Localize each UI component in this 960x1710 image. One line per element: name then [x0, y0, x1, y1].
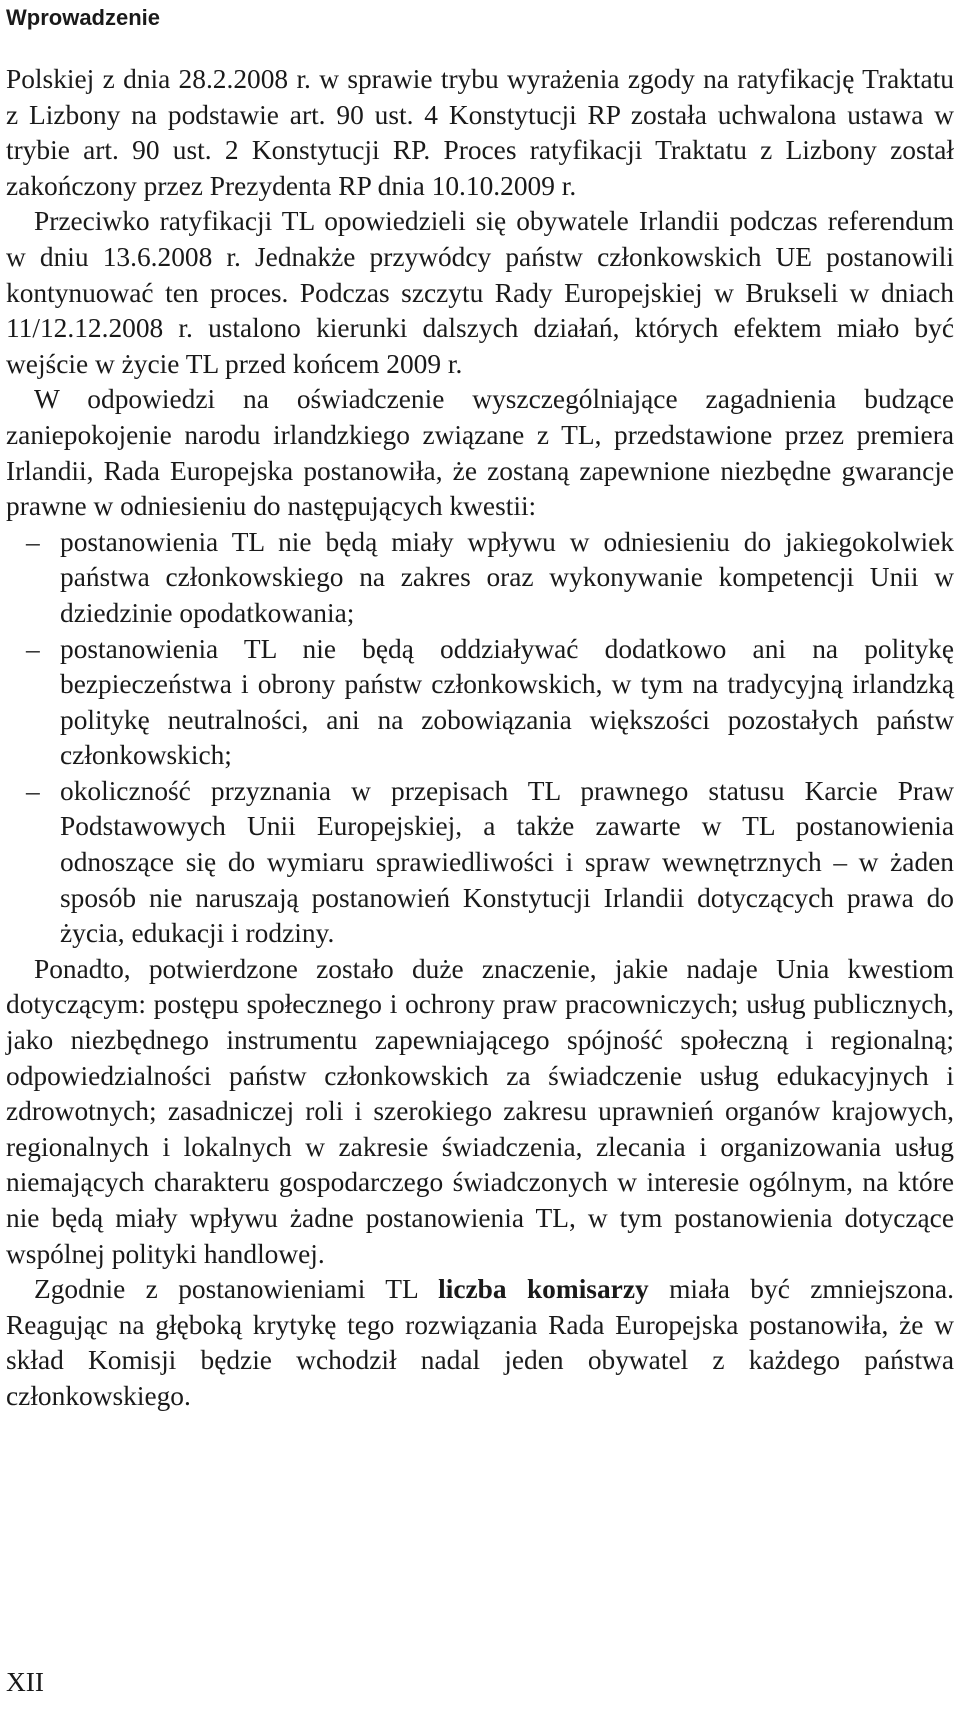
- list-item-text: postanowienia TL nie będą miały wpływu w odniesieniu do jakiegokolwiek państwa członkowskiego na zakres oraz wykonywanie kompetencji Unii w dziedzinie opodatkowania;: [60, 526, 954, 628]
- page: [6, 0, 954, 1415]
- list-item-text: postanowienia TL nie będą oddziaływać dodatkowo ani na politykę bezpieczeństwa i obrony państw członkowskich, w tym na tradycyjną irlandzką politykę neutralności, ani na zobowiązania większości pozostałych państw członkowskich;: [60, 633, 954, 771]
- paragraph-guarantees-intro: W odpowiedzi na oświadczenie wyszczególniające zagadnienia budzące zaniepokojenie narodu irlandzkiego związane z TL, przedstawione przez premiera Irlandii, Rada Europejska postanowiła, że zostaną zapewnione niezbędne gwarancje prawne w odniesieniu do następujących kwestii:: [6, 384, 954, 522]
- page-number: XII: [6, 1667, 45, 1697]
- list-item: [6, 525, 954, 632]
- paragraph-ratification: Polskiej z dnia 28.2.2008 r. w sprawie trybu wyrażenia zgody na ratyfikację Traktatu z Lizbony na podstawie art. 90 ust. 4 Konstytucji RP została uchwalona ustawa w trybie art. 90 ust. 2 Konstytucji RP. Proces ratyfikacji Traktatu z Lizbony został zakończony przez Prezydenta RP dnia 10.10.2009 r.: [6, 64, 954, 201]
- body-text: [6, 62, 954, 1415]
- paragraph-social-issues: Ponadto, potwierdzone zostało duże znaczenie, jakie nadaje Unia kwestiom dotyczącym: postępu społecznego i ochrony praw pracowniczych; usług publicznych, jako niezbędnego instrumentu zapewniającego spójność społeczną i regionalną; odpowiedzialności państw członkowskich za świadczenie usług edukacyjnych i zdrowotnych; zasadniczej roli i szerokiego zakresu uprawnień organów krajowych, regionalnych i lokalnych w zakresie świadczenia, zlecania i organizowania usług niemających charakteru gospodarczego świadczonych w interesie ogólnym, na które nie będą miały wpływu żadne postanowienia TL, w tym postanowienia dotyczące wspólnej polityki handlowej.: [6, 953, 954, 1269]
- commissioners-text-before: Zgodnie z postanowieniami TL: [34, 1274, 439, 1305]
- running-head: Wprowadzenie: [6, 5, 161, 30]
- list-item: [6, 632, 954, 774]
- list-item-text: okoliczność przyznania w przepisach TL prawnego statusu Karcie Praw Podstawowych Unii Europejskiej, a także zawarte w TL postanowienia odnoszące się do wymiaru sprawiedliwości i spraw wewnętrznych – w żaden sposób nie naruszają postanowień Konstytucji Irlandii dotyczących prawa do życia, edukacji i rodziny.: [60, 775, 954, 949]
- list-item: [6, 774, 954, 952]
- dash-bullet: –: [26, 775, 40, 806]
- dash-bullet: –: [26, 526, 40, 557]
- commissioners-bold-term: liczba komisarzy: [438, 1274, 649, 1305]
- guarantees-list: [6, 525, 954, 952]
- dash-bullet: –: [26, 633, 40, 664]
- commissioners-text-after: miała być zmniejszona. Reagując na głęboką krytykę tego rozwiązania Rada Europejska postanowiła, że w skład Komisji będzie wchodził nadal jeden obywatel z każdego państwa członkowskiego.: [6, 1274, 954, 1411]
- paragraph-irish-referendum: Przeciwko ratyfikacji TL opowiedzieli się obywatele Irlandii podczas referendum w dniu 13.6.2008 r. Jednakże przywódcy państw członkowskich UE postanowili kontynuować ten proces. Podczas szczytu Rady Europejskiej w Brukseli w dniach 11/12.12.2008 r. ustalono kierunki dalszych działań, których efektem miało być wejście w życie TL przed końcem 2009 r.: [6, 206, 954, 379]
- paragraph-commissioners: [6, 1272, 954, 1414]
